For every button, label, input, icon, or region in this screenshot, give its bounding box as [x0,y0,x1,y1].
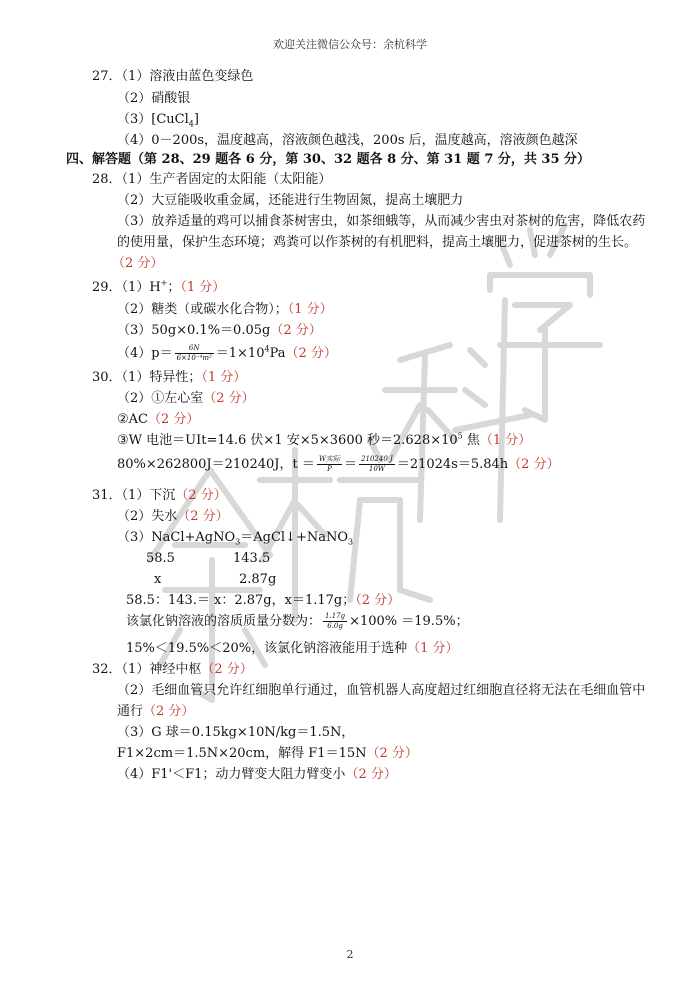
q31-line3: （3）NaCl+AgNO$_3$＝AgCl↓+NaNO$_3$ [117,530,354,547]
q30-line2: （2）①左心室（2 分） [117,391,255,406]
page-number: 2 [346,948,354,961]
q31-line4-a: 58.5 [146,551,175,566]
q29-line1: 29．（1）H+；（1 分） [92,278,226,295]
q31-line8: 15%＜19.5%＜20%，该氯化钠溶液能用于选种（1 分） [126,641,459,656]
pressure-fraction: $\frac{6N}{\text{6×10⁻⁴m²}}$ [176,344,212,362]
q27-line1: 27．（1）溶液由蓝色变绿色 [92,69,254,84]
q30-line3: ②AC（2 分） [117,412,200,427]
q32-line6: （4）F1'＜F1；动力臂变大阻力臂变小（2 分） [117,767,397,782]
q27-line2: （2）硝酸银 [117,91,191,106]
q28-line2: （2）大豆能吸收重金属，还能进行生物固氮，提高土壤肥力 [117,193,464,208]
q31-line7: 该氯化钠溶液的溶质质量分数为： $\frac{1.17g}{6.0g}$ ×100% ＝19.5%； [126,612,469,630]
q31-line4-b: 143.5 [233,551,271,566]
mass-fraction: $\frac{1.17g}{6.0g}$ [325,612,346,630]
q30-line4: ③W 电池＝UIt=14.6 伏×1 安×5×3600 秒$=2.628\times 10^5$ 焦（1 分） [117,431,532,448]
q32-line2: （2）毛细血管只允许红细胞单行通过，血管机器人高度超过红细胞直径将无法在毛细血管中 [117,683,646,698]
section-heading: 四、解答题（第 28、29 题各 6 分，第 30、32 题各 8 分、第 31 题 7 分，共 35 分） [66,152,591,167]
q31-line5-a: x [154,572,162,587]
q32-line5: F1×2cm＝1.5N×20cm，解得 F1＝15N（2 分） [117,746,418,761]
q32-line3: 通行（2 分） [117,704,195,719]
q31-line2: （2）失水（2 分） [117,509,229,524]
q29-line3: （3）50g×0.1%＝0.05g（2 分） [117,323,322,338]
page-header: 欢迎关注微信公众号：余杭科学 [273,38,427,51]
q31-line5-b: 2.87g [239,572,277,587]
q31-line1: 31．（1）下沉（2 分） [92,488,227,503]
q28-line3: （3）放养适量的鸡可以捕食茶树害虫，如茶细蛾等，从而减少害虫对茶树的危害，降低农药 [117,214,646,229]
time-fraction-numeric: $\frac{210240 J}{10W}$ [361,455,393,473]
q29-line2: （2）糖类（或碳水化合物）；（1 分） [117,302,333,317]
q30-line1: 30．（1）特异性；（1 分） [92,370,247,385]
q27-line3: （3）[CuCl$_4$] [117,112,199,129]
q30-line5: 80%×262800J＝210240J，t ＝ $\frac{\text{W实际}}{P}$ ＝ $\frac{210240 J}{10W}$ ＝21024s＝5.84h（2 分） [117,455,560,473]
q32-line4: （3）G 球＝0.15kg×10N/kg＝1.5N， [117,725,355,740]
q31-line6: 58.5：143.＝ x：2.87g，x＝1.17g；（2 分） [126,593,401,608]
q29-line4: （4）p＝ $\frac{6N}{\text{6×10⁻⁴m²}}$ $=1\times 10^4Pa(2$ 分） [117,344,337,362]
q28-line1: 28．（1）生产者固定的太阳能（太阳能） [92,172,332,187]
q27-line4: （4）0－200s，温度越高，溶液颜色越浅，200s 后，温度越高，溶液颜色越深 [117,133,578,148]
q32-line1: 32．（1）神经中枢（2 分） [92,662,253,677]
q28-line4: 的使用量，保护生态环境；鸡粪可以作茶树的有机肥料，提高土壤肥力，促进茶树的生长。 [117,235,638,250]
q28-score: （2 分） [112,256,164,271]
time-fraction-symbolic: $\frac{\text{W实际}}{P}$ [318,455,341,473]
